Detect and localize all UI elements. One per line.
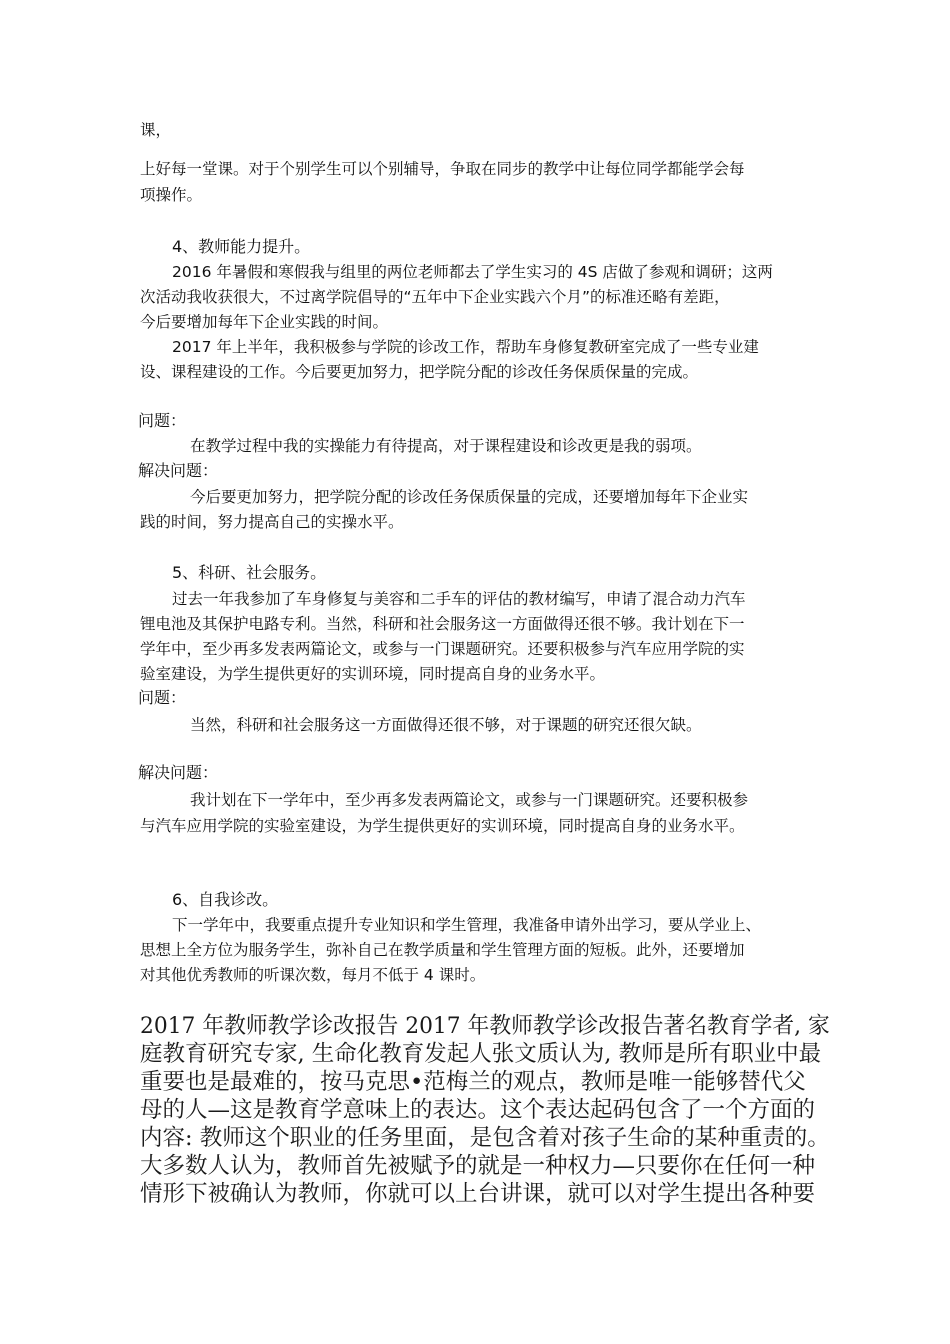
report-line: 庭教育研究专家, 生命化教育发起人张文质认为, 教师是所有职业中最	[140, 1041, 822, 1067]
problem-label: 问题：	[138, 688, 187, 707]
text-line: 次活动我收获很大，不过离学院倡导的“五年中下企业实践六个月”的标准还略有差距，	[140, 288, 730, 306]
text-line: 过去一年我参加了车身修复与美容和二手车的评估的教材编写，申请了混合动力汽车	[172, 590, 746, 608]
report-line: 2017 年教师教学诊改报告 2017 年教师教学诊改报告著名教育学者, 家	[140, 1013, 830, 1039]
text-line: 在教学过程中我的实操能力有待提高，对于课程建设和诊改更是我的弱项。	[190, 437, 702, 455]
report-line: 母的人—这是教育学意味上的表达。这个表达起码包含了一个方面的	[140, 1097, 816, 1123]
section-heading: 5、科研、社会服务。	[172, 563, 327, 582]
problem-label: 问题：	[138, 411, 187, 430]
text-line: 与汽车应用学院的实验室建设，为学生提供更好的实训环境，同时提高自身的业务水平。	[140, 817, 745, 835]
section-heading: 4、教师能力提升。	[172, 237, 311, 256]
text-line: 思想上全方位为服务学生，弥补自己在教学质量和学生管理方面的短板。此外，还要增加	[140, 941, 745, 959]
text-line: 践的时间，努力提高自己的实操水平。	[140, 513, 404, 531]
report-line: 情形下被确认为教师，你就可以上台讲课，就可以对学生提出各种要	[140, 1181, 816, 1207]
text-line: 2017 年上半年，我积极参与学院的诊改工作，帮助车身修复教研室完成了一些专业建	[172, 338, 759, 356]
report-line: 大多数人认为，教师首先被赋予的就是一种权力—只要你在任何一种	[140, 1153, 816, 1179]
text-line: 今后要增加每年下企业实践的时间。	[140, 313, 389, 331]
text-line: 我计划在下一学年中，至少再多发表两篇论文，或参与一门课题研究。还要积极参	[190, 791, 749, 809]
section-heading: 6、自我诊改。	[172, 890, 279, 909]
text-line: 2016 年暑假和寒假我与组里的两位老师都去了学生实习的 4S 店做了参观和调研；这两	[172, 263, 773, 281]
solution-label: 解决问题：	[138, 461, 219, 480]
text-line: 设、课程建设的工作。今后要更加努力，把学院分配的诊改任务保质保量的完成。	[140, 363, 699, 381]
report-line: 内容: 教师这个职业的任务里面，是包含着对孩子生命的某种重责的。	[140, 1125, 830, 1151]
text-line: 当然，科研和社会服务这一方面做得还很不够，对于课题的研究还很欠缺。	[190, 716, 702, 734]
report-line: 重要也是最难的，按马克思•范梅兰的观点，教师是唯一能够替代父	[140, 1069, 806, 1095]
text-line: 学年中，至少再多发表两篇论文，或参与一门课题研究。还要积极参与汽车应用学院的实	[140, 640, 745, 658]
text-line: 上好每一堂课。对于个别学生可以个别辅导，争取在同步的教学中让每位同学都能学会每	[140, 160, 745, 178]
text-line: 对其他优秀教师的听课次数，每月不低于 4 课时。	[140, 966, 486, 984]
solution-label: 解决问题：	[138, 763, 219, 782]
text-line: 锂电池及其保护电路专利。当然，科研和社会服务这一方面做得还很不够。我计划在下一	[140, 615, 745, 633]
text-line: 课，	[140, 121, 172, 139]
text-line: 今后要更加努力，把学院分配的诊改任务保质保量的完成，还要增加每年下企业实	[190, 488, 749, 506]
text-line: 验室建设，为学生提供更好的实训环境，同时提高自身的业务水平。	[140, 665, 606, 683]
text-line: 项操作。	[140, 186, 203, 204]
text-line: 下一学年中，我要重点提升专业知识和学生管理，我准备申请外出学习，要从学业上、	[172, 916, 762, 934]
